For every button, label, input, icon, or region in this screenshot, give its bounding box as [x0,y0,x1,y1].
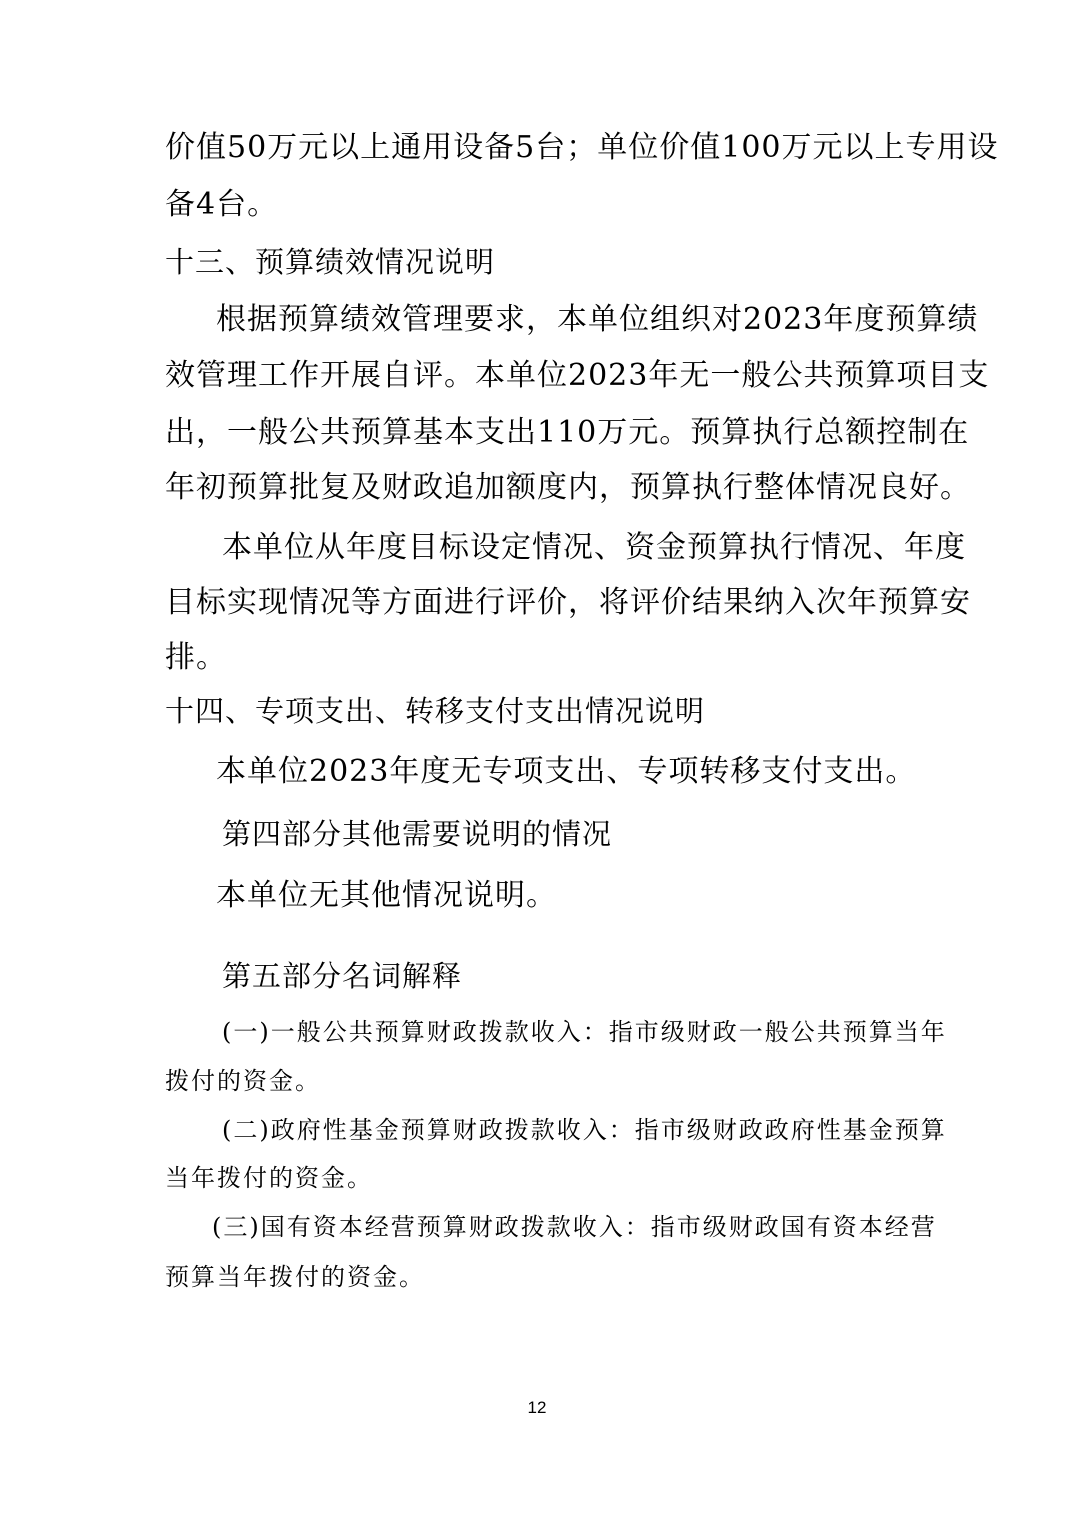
body-line: 本单位2023年度无专项支出、专项转移支付支出。 [216,754,917,789]
definition-line: 当年拨付的资金。 [165,1164,373,1192]
section-heading: 十四、专项支出、转移支付支出情况说明 [165,694,706,728]
body-line: 价值50万元以上通用设备5台；单位价值100万元以上专用设 [165,130,999,165]
body-line: 出，一般公共预算基本支出110万元。预算执行总额控制在 [165,415,970,450]
definition-line: (一)一般公共预算财政拨款收入：指市级财政一般公共预算当年 [222,1018,947,1046]
definition-line: 拨付的资金。 [165,1067,321,1095]
definition-line: 预算当年拨付的资金。 [165,1263,425,1291]
body-line: 目标实现情况等方面进行评价，将评价结果纳入次年预算安 [165,585,971,620]
body-line: 根据预算绩效管理要求，本单位组织对2023年度预算绩 [216,302,979,337]
body-line: 效管理工作开展自评。本单位2023年无一般公共预算项目支 [165,358,990,393]
body-line: 备4台。 [165,187,279,222]
section-heading: 十三、预算绩效情况说明 [165,245,496,279]
definition-line: (三)国有资本经营预算财政拨款收入：指市级财政国有资本经营 [212,1213,937,1241]
definition-line: (二)政府性基金预算财政拨款收入：指市级财政政府性基金预算 [222,1116,947,1144]
body-line: 排。 [165,640,227,675]
part-heading: 第四部分其他需要说明的情况 [222,817,613,851]
body-line: 本单位从年度目标设定情况、资金预算执行情况、年度 [222,530,966,565]
part-heading: 第五部分名词解释 [222,959,463,993]
body-line: 本单位无其他情况说明。 [216,878,557,913]
page-number: 12 [527,1398,547,1417]
body-line: 年初预算批复及财政追加额度内，预算执行整体情况良好。 [165,470,971,505]
